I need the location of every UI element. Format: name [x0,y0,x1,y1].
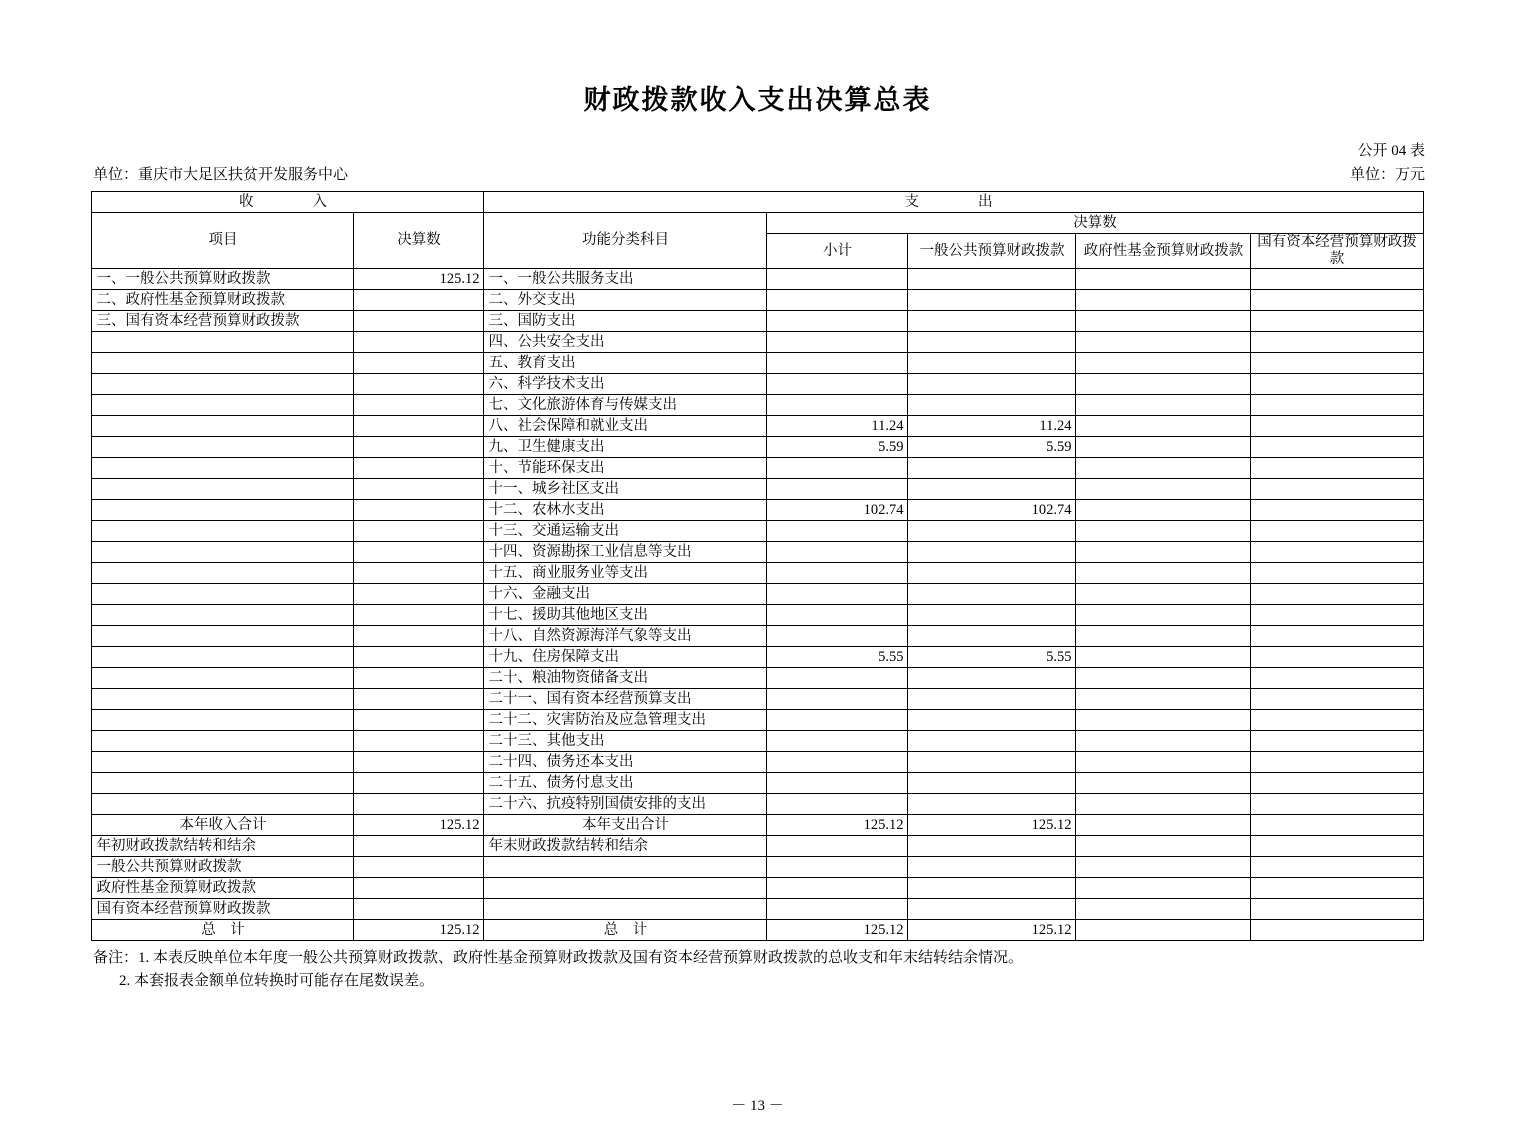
cell-gov-fund [1076,899,1251,920]
table-row [92,479,1423,500]
cell-subtotal [767,290,908,311]
cell-gov-fund [1076,521,1251,542]
cell-state-capital [1251,584,1423,605]
table-summary-row [92,815,1423,836]
cell-general-public [908,836,1076,857]
cell-income-item [92,626,354,647]
cell-income-amount [354,353,484,374]
cell-income-item [92,794,354,815]
form-number-row [0,139,1515,159]
cell-expense-item: 二十三、其他支出 [484,731,767,752]
cell-income-item [92,395,354,416]
cell-state-capital [1251,920,1423,941]
cell-expense-item: 年末财政拨款结转和结余 [484,836,767,857]
cell-income-amount: 125.12 [354,920,484,941]
cell-state-capital [1251,311,1423,332]
cell-income-amount [354,332,484,353]
cell-income-amount [354,374,484,395]
page-number: － 13 － [731,1098,784,1114]
cell-income-amount [354,500,484,521]
cell-general-public [908,605,1076,626]
cell-income-item [92,353,354,374]
table-row [92,374,1423,395]
header-state-capital: 国有资本经营预算财政拨款 [1251,234,1423,269]
cell-subtotal [767,542,908,563]
cell-general-public [908,458,1076,479]
cell-expense-item: 三、国防支出 [484,311,767,332]
cell-subtotal [767,332,908,353]
cell-gov-fund [1076,437,1251,458]
cell-general-public [908,710,1076,731]
table-body [92,269,1423,941]
cell-subtotal [767,857,908,878]
cell-subtotal [767,584,908,605]
cell-subtotal [767,521,908,542]
cell-income-item [92,563,354,584]
table-row [92,626,1423,647]
cell-general-public: 102.74 [908,500,1076,521]
cell-expense-item: 二十二、灾害防治及应急管理支出 [484,710,767,731]
cell-state-capital [1251,374,1423,395]
cell-expense-item: 二十四、债务还本支出 [484,752,767,773]
cell-income-item [92,710,354,731]
page-title: 财政拨款收入支出决算总表 [583,85,932,115]
cell-gov-fund [1076,500,1251,521]
cell-subtotal [767,395,908,416]
cell-income-amount [354,437,484,458]
cell-income-item [92,668,354,689]
cell-general-public [908,563,1076,584]
cell-gov-fund [1076,374,1251,395]
cell-income-item [92,374,354,395]
cell-gov-fund [1076,269,1251,290]
cell-general-public: 5.59 [908,437,1076,458]
cell-income-amount [354,626,484,647]
cell-income-amount [354,899,484,920]
cell-subtotal [767,731,908,752]
meta-row [0,163,1515,185]
cell-state-capital [1251,668,1423,689]
cell-general-public [908,374,1076,395]
table-row [92,668,1423,689]
note-line-2: 2. 本套报表金额单位转换时可能存在尾数误差。 [119,973,435,989]
cell-gov-fund [1076,311,1251,332]
cell-general-public [908,521,1076,542]
header-func-category: 功能分类科目 [484,213,767,269]
cell-expense-item: 本年支出合计 [484,815,767,836]
cell-expense-item: 十四、资源勘探工业信息等支出 [484,542,767,563]
cell-general-public [908,479,1076,500]
cell-expense-item: 十八、自然资源海洋气象等支出 [484,626,767,647]
table-header [92,192,1423,269]
header-income-item: 项目 [92,213,354,269]
header-settlement-group: 决算数 [767,213,1423,234]
cell-gov-fund [1076,626,1251,647]
cell-expense-item: 十六、金融支出 [484,584,767,605]
cell-income-item [92,437,354,458]
cell-subtotal [767,668,908,689]
cell-general-public [908,689,1076,710]
cell-gov-fund [1076,332,1251,353]
header-gov-fund: 政府性基金预算财政拨款 [1076,234,1251,269]
cell-gov-fund [1076,857,1251,878]
header-general-public: 一般公共预算财政拨款 [908,234,1076,269]
cell-income-item: 政府性基金预算财政拨款 [92,878,354,899]
cell-income-amount [354,311,484,332]
table-row [92,500,1423,521]
cell-subtotal [767,836,908,857]
cell-income-item: 一般公共预算财政拨款 [92,857,354,878]
cell-subtotal [767,773,908,794]
cell-state-capital [1251,332,1423,353]
cell-state-capital [1251,857,1423,878]
cell-gov-fund [1076,878,1251,899]
table-row [92,773,1423,794]
cell-gov-fund [1076,731,1251,752]
cell-income-item: 年初财政拨款结转和结余 [92,836,354,857]
cell-gov-fund [1076,773,1251,794]
table-row [92,311,1423,332]
table-row [92,458,1423,479]
cell-income-amount [354,458,484,479]
unit-name: 单位：重庆市大足区扶贫开发服务中心 [93,167,349,183]
cell-gov-fund [1076,479,1251,500]
cell-income-amount [354,857,484,878]
cell-income-item [92,416,354,437]
header-income-group: 收 入 [92,192,484,213]
cell-expense-item: 十二、农林水支出 [484,500,767,521]
table-row [92,290,1423,311]
cell-subtotal: 11.24 [767,416,908,437]
cell-state-capital [1251,752,1423,773]
cell-general-public [908,773,1076,794]
cell-state-capital [1251,437,1423,458]
cell-income-amount [354,668,484,689]
table-row [92,332,1423,353]
cell-expense-item: 七、文化旅游体育与传媒支出 [484,395,767,416]
cell-gov-fund [1076,605,1251,626]
table-row [92,269,1423,290]
table-row [92,353,1423,374]
cell-general-public [908,269,1076,290]
table-summary-row [92,857,1423,878]
cell-subtotal [767,605,908,626]
cell-income-amount [354,878,484,899]
cell-subtotal [767,752,908,773]
table-row [92,752,1423,773]
cell-gov-fund [1076,689,1251,710]
page [0,78,1515,1147]
cell-expense-item: 二、外交支出 [484,290,767,311]
cell-gov-fund [1076,920,1251,941]
cell-state-capital [1251,794,1423,815]
cell-general-public [908,752,1076,773]
cell-income-item [92,584,354,605]
table-row [92,584,1423,605]
cell-gov-fund [1076,815,1251,836]
cell-general-public [908,878,1076,899]
cell-expense-item: 九、卫生健康支出 [484,437,767,458]
cell-expense-item: 五、教育支出 [484,353,767,374]
cell-expense-item: 八、社会保障和就业支出 [484,416,767,437]
table-row [92,437,1423,458]
cell-general-public: 125.12 [908,815,1076,836]
table-row [92,794,1423,815]
cell-subtotal [767,710,908,731]
cell-expense-item: 四、公共安全支出 [484,332,767,353]
table-row [92,647,1423,668]
cell-income-item: 本年收入合计 [92,815,354,836]
cell-general-public [908,794,1076,815]
cell-income-amount: 125.12 [354,269,484,290]
cell-income-item [92,332,354,353]
cell-income-item [92,689,354,710]
cell-expense-item [484,857,767,878]
cell-gov-fund [1076,836,1251,857]
cell-subtotal: 125.12 [767,920,908,941]
cell-income-item [92,752,354,773]
cell-general-public [908,626,1076,647]
header-row-settlement [92,213,1423,234]
cell-expense-item: 二十六、抗疫特别国债安排的支出 [484,794,767,815]
cell-general-public [908,290,1076,311]
cell-income-amount [354,479,484,500]
cell-income-item [92,521,354,542]
cell-state-capital [1251,290,1423,311]
note-line-1: 备注：1. 本表反映单位本年度一般公共预算财政拨款、政府性基金预算财政拨款及国有资本经营预算财政拨款的总收支和年末结转结余情况。 [93,950,1024,966]
table-summary-row [92,836,1423,857]
cell-expense-item: 总 计 [484,920,767,941]
cell-state-capital [1251,689,1423,710]
header-income-amount: 决算数 [354,213,484,269]
cell-income-amount [354,647,484,668]
cell-gov-fund [1076,584,1251,605]
cell-state-capital [1251,773,1423,794]
cell-gov-fund [1076,563,1251,584]
cell-income-item: 二、政府性基金预算财政拨款 [92,290,354,311]
amount-unit: 单位：万元 [1349,167,1425,183]
cell-subtotal: 5.55 [767,647,908,668]
table-row [92,710,1423,731]
cell-general-public: 125.12 [908,920,1076,941]
cell-gov-fund [1076,647,1251,668]
cell-expense-item: 二十五、债务付息支出 [484,773,767,794]
cell-income-amount [354,395,484,416]
cell-general-public: 11.24 [908,416,1076,437]
cell-state-capital [1251,878,1423,899]
cell-gov-fund [1076,668,1251,689]
cell-subtotal [767,689,908,710]
cell-state-capital [1251,815,1423,836]
cell-general-public: 5.55 [908,647,1076,668]
cell-subtotal [767,479,908,500]
cell-state-capital [1251,899,1423,920]
cell-expense-item: 十七、援助其他地区支出 [484,605,767,626]
cell-income-amount [354,731,484,752]
cell-gov-fund [1076,794,1251,815]
cell-subtotal [767,563,908,584]
table-row [92,731,1423,752]
cell-income-item [92,773,354,794]
cell-subtotal: 5.59 [767,437,908,458]
cell-income-amount [354,416,484,437]
cell-income-item: 三、国有资本经营预算财政拨款 [92,311,354,332]
cell-expense-item [484,899,767,920]
cell-expense-item: 十一、城乡社区支出 [484,479,767,500]
table-summary-row [92,920,1423,941]
cell-expense-item [484,878,767,899]
cell-income-item [92,605,354,626]
cell-gov-fund [1076,542,1251,563]
cell-income-item: 总 计 [92,920,354,941]
cell-income-amount [354,794,484,815]
cell-state-capital [1251,458,1423,479]
header-subtotal: 小计 [767,234,908,269]
cell-subtotal [767,794,908,815]
cell-state-capital [1251,542,1423,563]
cell-state-capital [1251,269,1423,290]
table-summary-row [92,878,1423,899]
header-expense-group: 支 出 [484,192,1423,213]
form-number: 公开 04 表 [1357,143,1425,159]
cell-income-amount [354,584,484,605]
cell-state-capital [1251,395,1423,416]
cell-gov-fund [1076,395,1251,416]
table-row [92,416,1423,437]
cell-general-public [908,899,1076,920]
cell-state-capital [1251,731,1423,752]
cell-income-item: 一、一般公共预算财政拨款 [92,269,354,290]
cell-subtotal [767,878,908,899]
cell-gov-fund [1076,290,1251,311]
cell-subtotal [767,374,908,395]
cell-general-public [908,332,1076,353]
cell-income-amount [354,689,484,710]
cell-subtotal [767,626,908,647]
cell-subtotal: 102.74 [767,500,908,521]
cell-state-capital [1251,563,1423,584]
cell-subtotal [767,353,908,374]
cell-income-item [92,731,354,752]
cell-expense-item: 一、一般公共服务支出 [484,269,767,290]
cell-income-amount [354,521,484,542]
table-row [92,563,1423,584]
cell-expense-item: 十、节能环保支出 [484,458,767,479]
cell-gov-fund [1076,710,1251,731]
cell-state-capital [1251,416,1423,437]
cell-general-public [908,731,1076,752]
cell-expense-item: 十三、交通运输支出 [484,521,767,542]
cell-gov-fund [1076,353,1251,374]
cell-subtotal [767,269,908,290]
cell-general-public [908,668,1076,689]
budget-table [91,191,1423,941]
cell-subtotal [767,899,908,920]
cell-expense-item: 十九、住房保障支出 [484,647,767,668]
notes [93,947,1515,993]
cell-income-amount [354,605,484,626]
table-row [92,521,1423,542]
cell-general-public [908,395,1076,416]
cell-expense-item: 六、科学技术支出 [484,374,767,395]
cell-income-amount [354,290,484,311]
cell-income-amount [354,773,484,794]
cell-state-capital [1251,710,1423,731]
cell-income-amount [354,563,484,584]
table-row [92,689,1423,710]
cell-state-capital [1251,479,1423,500]
table-summary-row [92,899,1423,920]
cell-general-public [908,584,1076,605]
cell-subtotal [767,311,908,332]
cell-state-capital [1251,836,1423,857]
table-row [92,542,1423,563]
cell-expense-item: 二十一、国有资本经营预算支出 [484,689,767,710]
cell-expense-item: 二十、粮油物资储备支出 [484,668,767,689]
cell-state-capital [1251,626,1423,647]
cell-general-public [908,353,1076,374]
cell-gov-fund [1076,752,1251,773]
table-row [92,605,1423,626]
cell-income-amount [354,752,484,773]
header-row-group [92,192,1423,213]
cell-general-public [908,311,1076,332]
cell-income-amount: 125.12 [354,815,484,836]
cell-income-amount [354,836,484,857]
cell-income-amount [354,542,484,563]
cell-state-capital [1251,605,1423,626]
cell-general-public [908,857,1076,878]
cell-income-item [92,500,354,521]
cell-income-item: 国有资本经营预算财政拨款 [92,899,354,920]
cell-income-item [92,479,354,500]
cell-gov-fund [1076,458,1251,479]
cell-income-item [92,542,354,563]
table-row [92,395,1423,416]
cell-state-capital [1251,353,1423,374]
cell-subtotal [767,458,908,479]
cell-state-capital [1251,500,1423,521]
cell-general-public [908,542,1076,563]
cell-state-capital [1251,521,1423,542]
cell-income-item [92,647,354,668]
cell-gov-fund [1076,416,1251,437]
cell-subtotal: 125.12 [767,815,908,836]
cell-expense-item: 十五、商业服务业等支出 [484,563,767,584]
cell-income-item [92,458,354,479]
cell-state-capital [1251,647,1423,668]
cell-income-amount [354,710,484,731]
